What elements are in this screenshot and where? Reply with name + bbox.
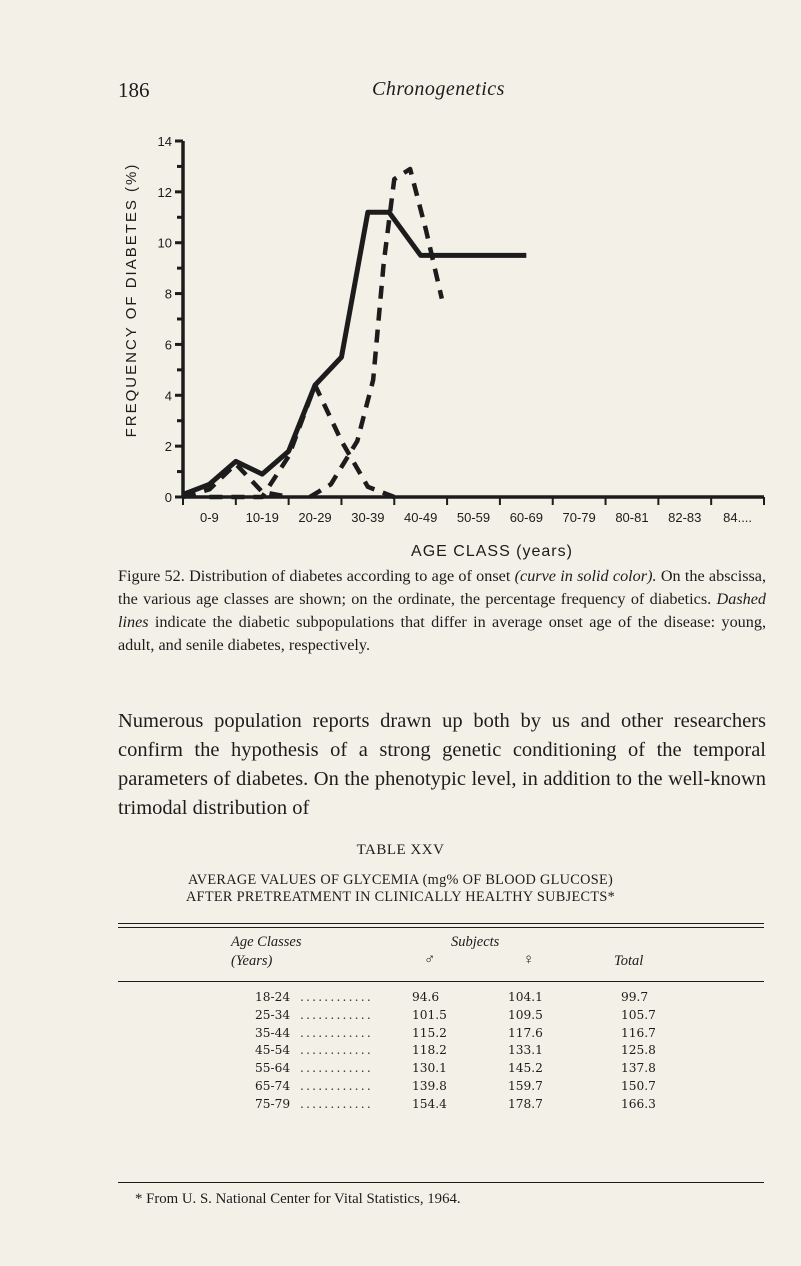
x-tick-label: 84.... xyxy=(723,510,753,525)
table-header-rule xyxy=(118,981,764,982)
x-tick-label: 50-59 xyxy=(456,510,491,525)
x-tick-label: 20-29 xyxy=(298,510,332,525)
dot-leader: ............ xyxy=(300,990,373,1004)
y-tick-label: 0 xyxy=(164,490,172,505)
figure-caption xyxy=(118,565,766,657)
x-tick-label: 0-9 xyxy=(200,510,219,525)
header-age-classes: Age Classes xyxy=(231,934,302,950)
male-value-cell: 94.6 xyxy=(412,990,440,1004)
caption-text-2: On the abscissa, the various age classes are shown; on the ordinate, the percentage frequency of diabetics. xyxy=(118,567,767,608)
x-tick-label: 82-83 xyxy=(668,510,702,525)
total-value-cell: 125.8 xyxy=(621,1043,656,1058)
table-row xyxy=(0,1061,801,1079)
table-row xyxy=(0,1079,801,1097)
male-value-cell: 130.1 xyxy=(412,1061,447,1076)
table-title: TABLE XXV xyxy=(356,842,445,858)
total-value-cell: 150.7 xyxy=(621,1079,656,1093)
age-cell: 55-64 xyxy=(255,1061,291,1076)
dot-leader: ............ xyxy=(300,1096,373,1111)
female-symbol: ♀ xyxy=(523,952,535,968)
y-tick-label: 4 xyxy=(164,388,172,404)
total-value-cell: 116.7 xyxy=(621,1025,656,1040)
y-tick-label: 10 xyxy=(157,235,172,251)
page-number: 186 xyxy=(118,78,150,102)
total-value-cell: 166.3 xyxy=(621,1096,656,1111)
male-value-cell: 101.5 xyxy=(412,1007,447,1022)
x-tick-label: 40-49 xyxy=(404,510,438,525)
male-value-cell: 115.2 xyxy=(412,1025,447,1040)
y-tick-label: 2 xyxy=(164,439,172,455)
diabetes-age-chart xyxy=(0,0,801,560)
age-cell: 35-44 xyxy=(255,1025,291,1040)
x-tick-label: 80-81 xyxy=(615,510,649,525)
female-value-cell: 104.1 xyxy=(508,990,543,1004)
table-top-rule-double xyxy=(118,927,764,928)
total-value-cell: 137.8 xyxy=(621,1061,656,1076)
female-value-cell: 117.6 xyxy=(508,1025,543,1040)
y-tick-label: 8 xyxy=(164,286,172,302)
x-tick-label: 60-69 xyxy=(509,510,543,525)
y-tick-label: 6 xyxy=(164,337,172,353)
dot-leader: ............ xyxy=(300,1043,373,1058)
male-value-cell: 154.4 xyxy=(412,1096,447,1111)
table-top-rule xyxy=(118,923,764,924)
body-paragraph: Numerous population reports drawn up both by us and other researchers confirm the hypothesis of a strong genetic conditioning of the temporal parameters of diabetes. On the phenotypic level, in addition to the well-known trimodal distribution of xyxy=(118,710,766,819)
dashed-series-senile xyxy=(310,169,442,497)
dot-leader: ............ xyxy=(300,1061,373,1076)
header-years: (Years) xyxy=(231,953,273,969)
age-cell: 65-74 xyxy=(255,1079,291,1093)
age-cell: 18-24 xyxy=(255,990,291,1004)
male-value-cell: 118.2 xyxy=(412,1043,447,1058)
x-tick-label: 70-79 xyxy=(562,510,596,525)
dot-leader: ............ xyxy=(300,1007,373,1022)
female-value-cell: 178.7 xyxy=(508,1096,543,1111)
age-cell: 45-54 xyxy=(255,1043,291,1058)
table-bottom-rule xyxy=(118,1182,764,1183)
header-total: Total xyxy=(614,953,644,969)
table-row xyxy=(0,1043,801,1061)
running-head: Chronogenetics xyxy=(372,78,505,100)
y-tick-label: 12 xyxy=(157,184,172,200)
solid-series-line xyxy=(183,212,526,494)
header-subjects: Subjects xyxy=(451,934,500,950)
caption-label: Figure 52. xyxy=(118,567,185,585)
x-tick-label: 10-19 xyxy=(245,510,279,525)
table-row xyxy=(0,1026,801,1044)
caption-text-3: indicate the diabetic subpopulations that differ in average onset age of the disease: young, adult, and senile diabetes, respectively. xyxy=(118,613,767,654)
age-cell: 75-79 xyxy=(255,1096,291,1111)
female-value-cell: 133.1 xyxy=(508,1043,543,1058)
dot-leader: ............ xyxy=(300,1079,373,1093)
table-subtitle-line1: AVERAGE VALUES OF GLYCEMIA (mg% OF BLOOD GLUCOSE) xyxy=(187,872,614,888)
x-axis-label: AGE CLASS (years) xyxy=(411,543,573,560)
y-tick-label: 14 xyxy=(157,134,172,149)
table-subtitle-line2: AFTER PRETREATMENT IN CLINICALLY HEALTHY SUBJECTS* xyxy=(185,889,616,905)
dot-leader: ............ xyxy=(300,1025,373,1040)
total-value-cell: 105.7 xyxy=(621,1007,656,1022)
total-value-cell: 99.7 xyxy=(621,990,649,1004)
male-symbol: ♂ xyxy=(424,952,436,968)
female-value-cell: 145.2 xyxy=(508,1061,543,1076)
female-value-cell: 159.7 xyxy=(508,1079,543,1093)
female-value-cell: 109.5 xyxy=(508,1007,543,1022)
male-value-cell: 139.8 xyxy=(412,1079,447,1093)
table-row xyxy=(0,990,801,1008)
table-row xyxy=(0,1008,801,1026)
table-row xyxy=(0,1097,801,1115)
age-cell: 25-34 xyxy=(255,1007,291,1022)
caption-italic-1: (curve in solid color). xyxy=(514,567,657,585)
y-axis-label: FREQUENCY OF DIABETES (%) xyxy=(123,162,140,438)
caption-text-1: Distribution of diabetes according to age of onset xyxy=(189,567,511,585)
x-tick-label: 30-39 xyxy=(351,510,385,525)
table-footnote: * From U. S. National Center for Vital Statistics, 1964. xyxy=(135,1191,461,1207)
caption-italic-2: Dashed lines xyxy=(118,590,767,631)
